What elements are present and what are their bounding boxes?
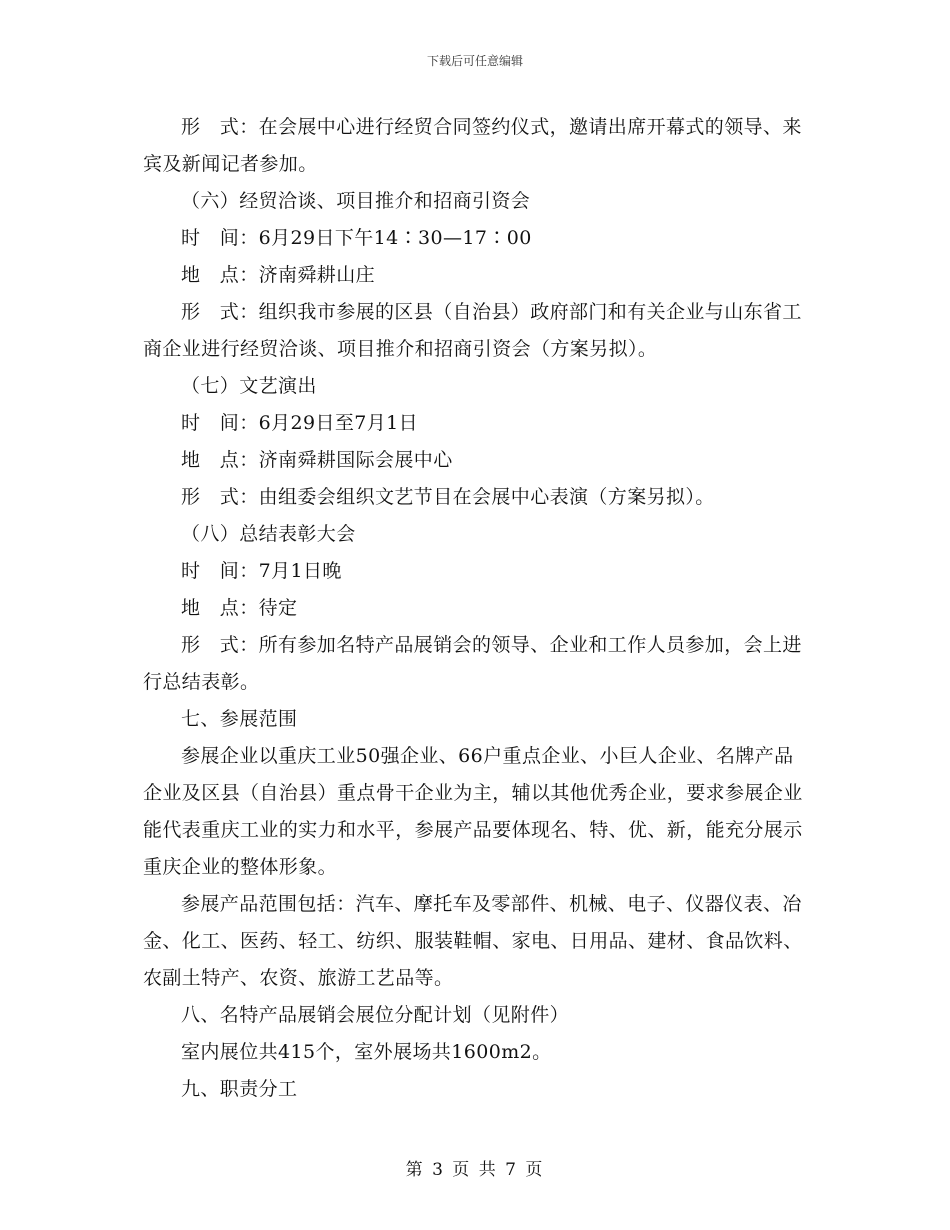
paragraph-4: 地 点：济南舜耕山庄 bbox=[181, 264, 376, 286]
paragraph-8: 地 点：济南舜耕国际会展中心 bbox=[181, 449, 453, 471]
paragraph-6: （七）文艺演出 bbox=[181, 375, 317, 397]
page-header: 下载后可任意编辑 bbox=[426, 54, 523, 68]
paragraph-9: 形 式：由组委会组织文艺节目在会展中心表演（方案另拟）。 bbox=[181, 486, 715, 508]
paragraph-16: 参展产品范围包括：汽车、摩托车及零部件、机械、电子、仪器仪表、冶金、化工、医药、轻工、纺织、服装鞋帽、家电、日用品、建材、食品饮料、农副土特产、农资、旅游工艺品等。 bbox=[143, 893, 803, 989]
paragraph-5: 形 式：组织我市参展的区县（自治县）政府部门和有关企业与山东省工商企业进行经贸洽谈、项目推介和招商引资会（方案另拟）。 bbox=[143, 301, 802, 360]
paragraph-1: 形 式：在会展中心进行经贸合同签约仪式，邀请出席开幕式的领导、来宾及新闻记者参加。 bbox=[143, 116, 802, 175]
document-body bbox=[143, 109, 808, 1108]
paragraph-18: 室内展位共415个，室外展场共1600m2。 bbox=[181, 1041, 552, 1063]
paragraph-7: 时 间：6月29日至7月1日 bbox=[181, 412, 419, 434]
paragraph-10: （八）总结表彰大会 bbox=[181, 523, 356, 545]
paragraph-14: 七、参展范围 bbox=[181, 708, 298, 730]
paragraph-13: 形 式：所有参加名特产品展销会的领导、企业和工作人员参加，会上进行总结表彰。 bbox=[143, 634, 802, 693]
paragraph-15: 参展企业以重庆工业50强企业、66户重点企业、小巨人企业、名牌产品企业及区县（自治县）重点骨干企业为主，辅以其他优秀企业，要求参展企业能代表重庆工业的实力和水平，参展产品要体现名、特、优、新，能充分展示重庆企业的整体形象。 bbox=[143, 745, 803, 878]
paragraph-17: 八、名特产品展销会展位分配计划（见附件） bbox=[181, 1004, 570, 1026]
paragraph-19: 九、职责分工 bbox=[181, 1078, 298, 1100]
paragraph-11: 时 间：7月1日晚 bbox=[181, 560, 342, 582]
paragraph-2: （六）经贸洽谈、项目推介和招商引资会 bbox=[181, 190, 531, 212]
paragraph-3: 时 间：6月29日下午14∶30—17∶00 bbox=[181, 227, 532, 249]
paragraph-12: 地 点：待定 bbox=[181, 597, 298, 619]
page-footer: 第 3 页 共 7 页 bbox=[405, 1160, 545, 1180]
